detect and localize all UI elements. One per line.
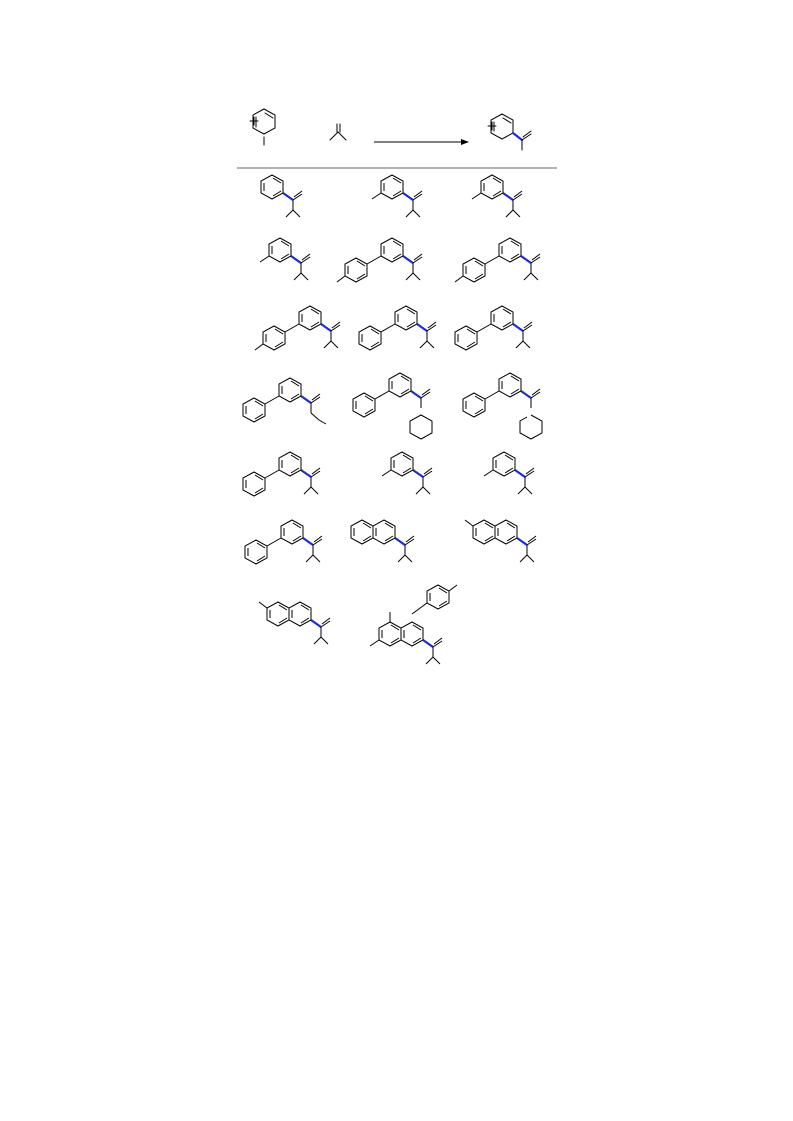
product-9 xyxy=(455,306,532,350)
product-4 xyxy=(260,238,310,280)
product-3 xyxy=(472,175,522,217)
reactant-isocyanide xyxy=(330,124,346,140)
product-19 xyxy=(259,602,330,644)
product-14 xyxy=(382,452,432,494)
product-general xyxy=(488,114,531,150)
product-5 xyxy=(337,238,422,282)
product-13 xyxy=(243,452,320,496)
product-20 xyxy=(370,585,457,664)
product-16 xyxy=(245,520,322,564)
product-10 xyxy=(243,378,326,424)
product-8 xyxy=(359,306,436,350)
product-1 xyxy=(261,175,302,217)
reactant-pyridinium-salt xyxy=(250,109,275,145)
product-12 xyxy=(463,373,542,439)
product-7 xyxy=(255,306,340,350)
product-11 xyxy=(353,373,432,439)
product-17 xyxy=(351,520,414,562)
product-2 xyxy=(372,175,422,217)
product-15 xyxy=(484,452,534,494)
product-6 xyxy=(455,238,540,282)
product-18 xyxy=(465,520,536,562)
